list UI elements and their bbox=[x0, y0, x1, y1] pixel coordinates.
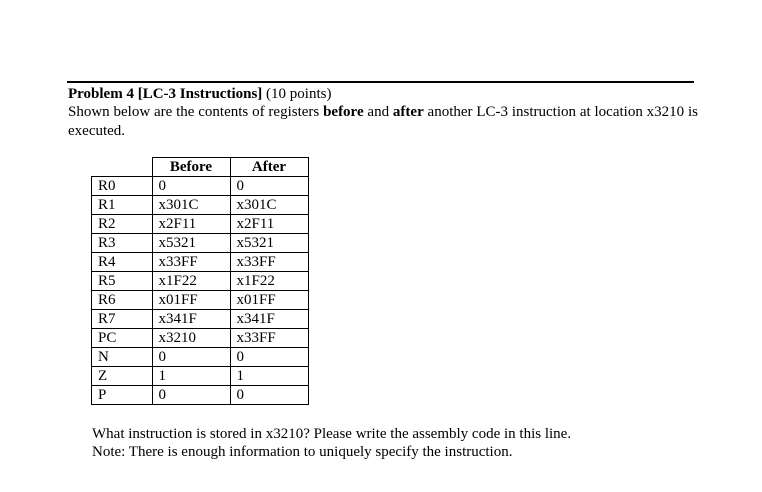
top-rule bbox=[67, 81, 694, 83]
value-after: 0 bbox=[230, 177, 308, 196]
header-blank bbox=[92, 158, 153, 177]
value-before: x341F bbox=[152, 310, 230, 329]
register-name: Z bbox=[92, 367, 153, 386]
value-after: x2F11 bbox=[230, 215, 308, 234]
value-after: 0 bbox=[230, 348, 308, 367]
problem-points: (10 points) bbox=[266, 86, 332, 102]
value-before: x301C bbox=[152, 196, 230, 215]
value-before: x33FF bbox=[152, 253, 230, 272]
register-name: R0 bbox=[92, 177, 153, 196]
register-name: R4 bbox=[92, 253, 153, 272]
value-before: 0 bbox=[152, 348, 230, 367]
intro-before: before bbox=[323, 104, 364, 120]
value-after: x33FF bbox=[230, 253, 308, 272]
question-note: Note: There is enough information to uniquely specify the instruction. bbox=[92, 444, 513, 460]
value-after: 0 bbox=[230, 386, 308, 405]
header-after: After bbox=[230, 158, 308, 177]
register-name: N bbox=[92, 348, 153, 367]
problem-title: Problem 4 [LC-3 Instructions] bbox=[68, 86, 263, 102]
intro-text-1: Shown below are the contents of registers bbox=[68, 104, 324, 120]
table-row bbox=[92, 253, 309, 272]
register-name: R5 bbox=[92, 272, 153, 291]
value-after: x33FF bbox=[230, 329, 308, 348]
register-name: R7 bbox=[92, 310, 153, 329]
register-name: R2 bbox=[92, 215, 153, 234]
register-name: PC bbox=[92, 329, 153, 348]
table-row bbox=[92, 196, 309, 215]
value-after: x341F bbox=[230, 310, 308, 329]
value-before: x2F11 bbox=[152, 215, 230, 234]
table-row bbox=[92, 234, 309, 253]
value-before: 0 bbox=[152, 386, 230, 405]
value-before: x01FF bbox=[152, 291, 230, 310]
table-header-row bbox=[92, 158, 309, 177]
problem-heading bbox=[68, 85, 331, 103]
problem-intro bbox=[68, 103, 698, 141]
table-row bbox=[92, 272, 309, 291]
table-row bbox=[92, 348, 309, 367]
table-row bbox=[92, 329, 309, 348]
table-row bbox=[92, 215, 309, 234]
value-after: x5321 bbox=[230, 234, 308, 253]
question-block bbox=[92, 425, 571, 461]
table-row bbox=[92, 386, 309, 405]
value-before: x3210 bbox=[152, 329, 230, 348]
intro-text-2: and bbox=[363, 104, 393, 120]
value-after: x301C bbox=[230, 196, 308, 215]
value-after: 1 bbox=[230, 367, 308, 386]
header-before: Before bbox=[152, 158, 230, 177]
table-row bbox=[92, 177, 309, 196]
value-before: x5321 bbox=[152, 234, 230, 253]
register-name: R1 bbox=[92, 196, 153, 215]
value-before: 0 bbox=[152, 177, 230, 196]
table-row bbox=[92, 310, 309, 329]
table-row bbox=[92, 291, 309, 310]
value-before: x1F22 bbox=[152, 272, 230, 291]
table-row bbox=[92, 367, 309, 386]
value-after: x1F22 bbox=[230, 272, 308, 291]
intro-text-3: another LC-3 instruction at location x3210 is executed. bbox=[68, 104, 698, 139]
question-text: What instruction is stored in x3210? Please write the assembly code in this line. bbox=[92, 426, 572, 442]
value-after: x01FF bbox=[230, 291, 308, 310]
register-table bbox=[91, 157, 309, 405]
intro-after: after bbox=[392, 104, 424, 120]
register-name: R6 bbox=[92, 291, 153, 310]
register-name: R3 bbox=[92, 234, 153, 253]
register-name: P bbox=[92, 386, 153, 405]
value-before: 1 bbox=[152, 367, 230, 386]
